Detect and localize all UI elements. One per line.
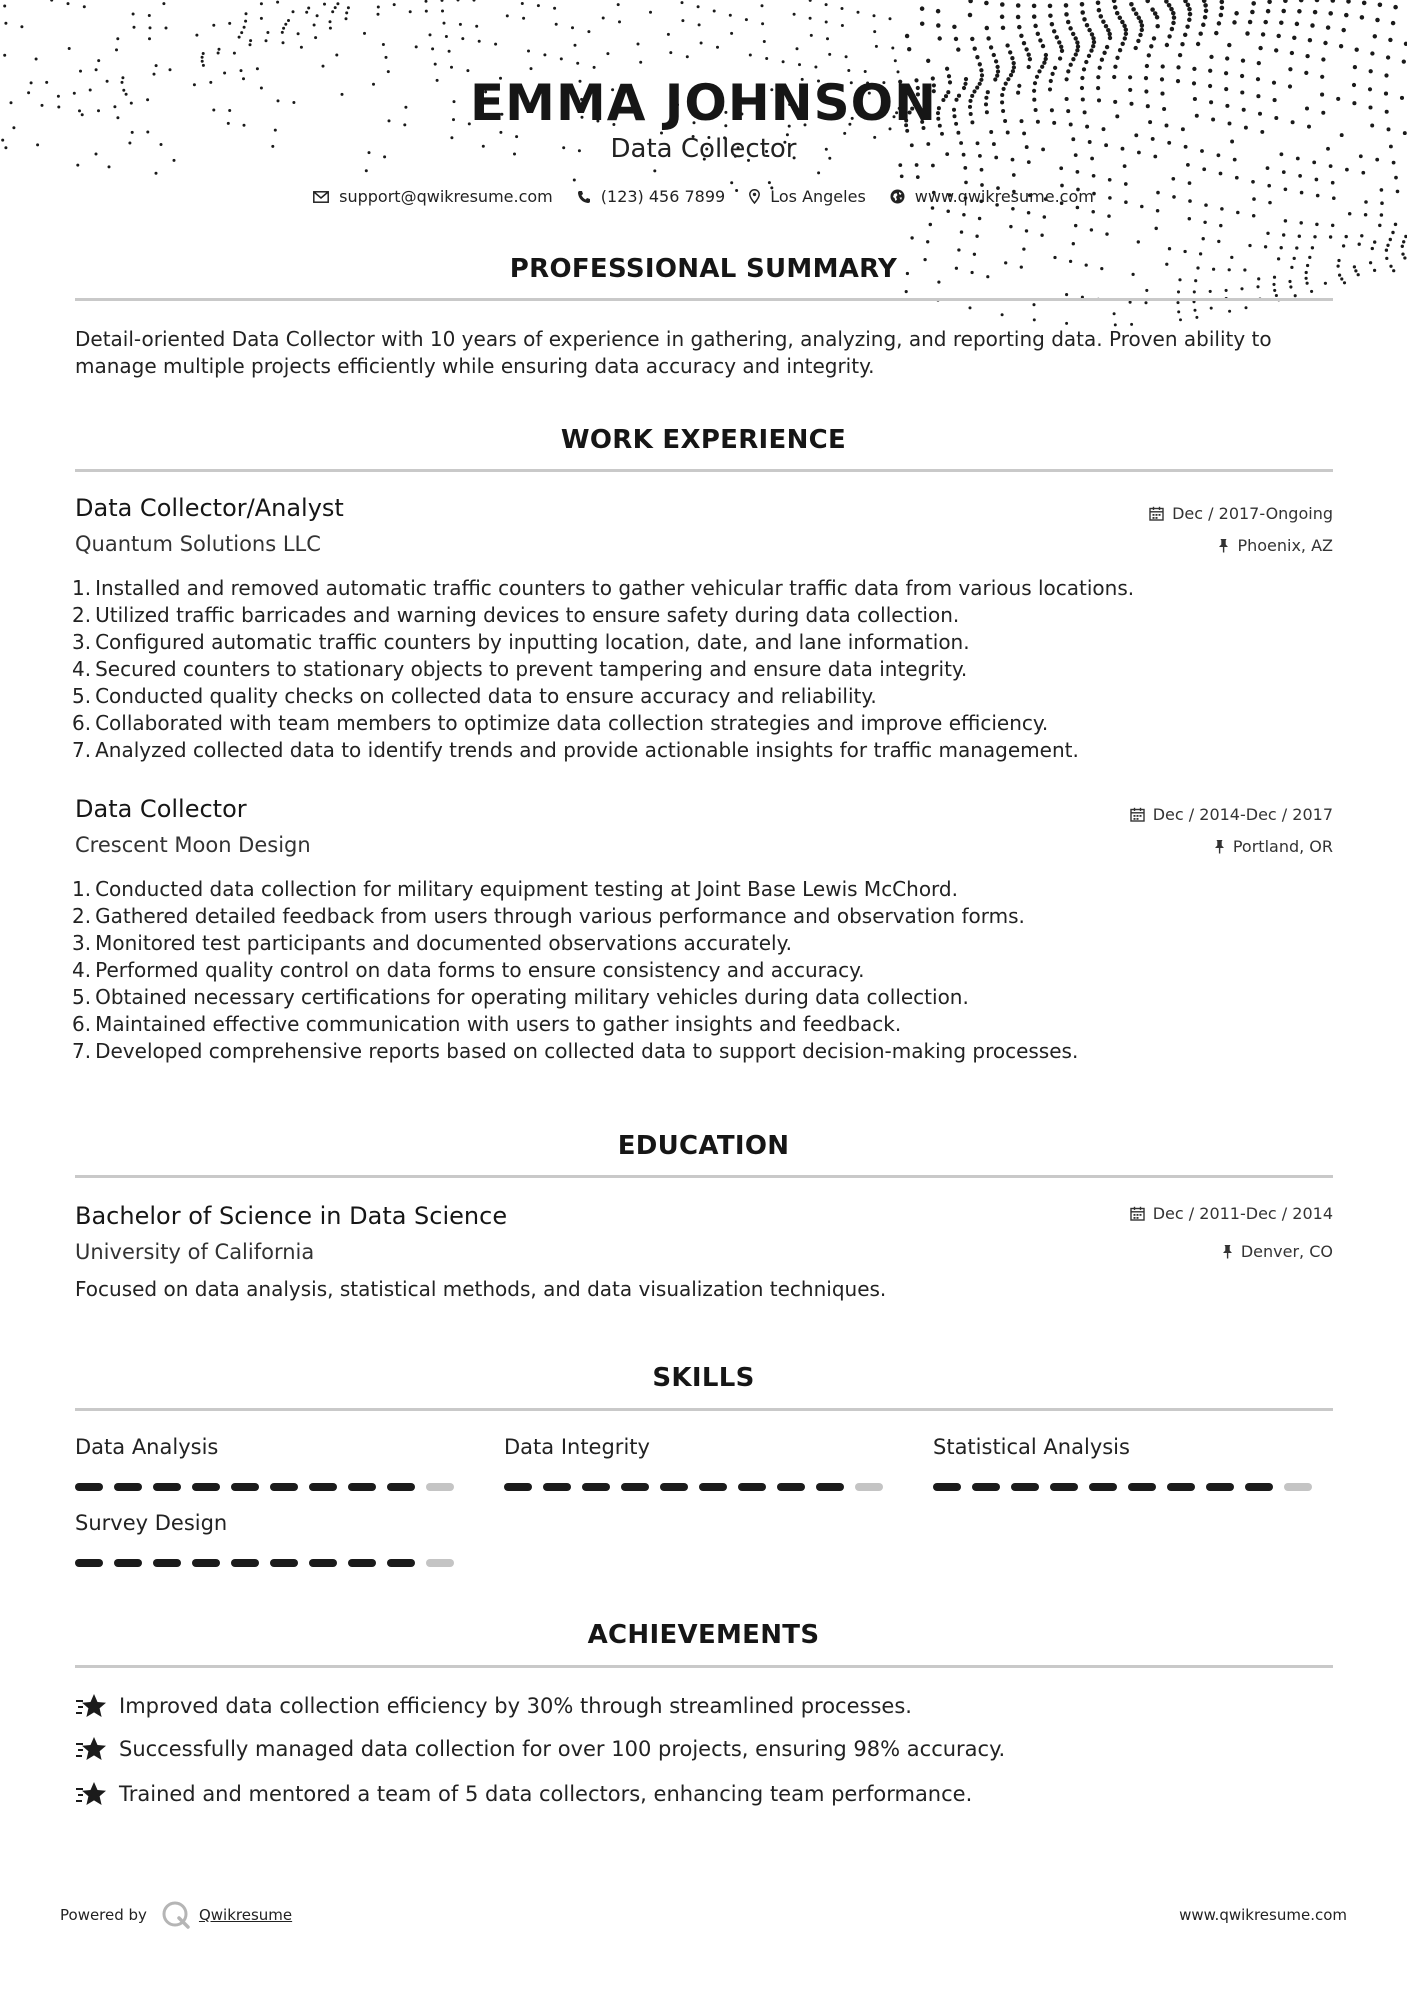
- job-duties-list: [72, 876, 1332, 1065]
- achievement-text: Improved data collection efficiency by 30% through streamlined processes.: [119, 1694, 912, 1718]
- skill-segment-filled: [543, 1483, 571, 1491]
- education-degree: Bachelor of Science in Data Science: [75, 1202, 508, 1230]
- duty-text: Utilized traffic barricades and warning devices to ensure safety during data collection.: [95, 603, 960, 627]
- thumbtack-icon: [1222, 1244, 1233, 1259]
- section-title-education: EDUCATION: [617, 1131, 790, 1161]
- duty-text: Secured counters to stationary objects to prevent tampering and ensure data integrity.: [95, 657, 968, 681]
- skill-segment-filled: [75, 1559, 103, 1567]
- job-dates-text: Dec / 2014-Dec / 2017: [1152, 805, 1333, 824]
- section-title-summary: PROFESSIONAL SUMMARY: [509, 254, 898, 284]
- skill-segment-filled: [1050, 1483, 1078, 1491]
- list-item: 1. Installed and removed automatic traffic counters to gather vehicular traffic data from various locations.: [72, 576, 1135, 600]
- contact-location-text: Los Angeles: [770, 187, 866, 206]
- section-title-skills: SKILLS: [652, 1363, 755, 1393]
- skill-segment-empty: [426, 1559, 454, 1567]
- summary-line: Detail-oriented Data Collector with 10 years of experience in gathering, analyzing, and reporting data. Proven ability to: [75, 327, 1272, 351]
- thumbtack-icon: [1218, 538, 1229, 553]
- skill-segment-filled: [192, 1483, 220, 1491]
- duty-text: Maintained effective communication with users to gather insights and feedback.: [95, 1012, 902, 1036]
- skill-segment-filled: [1167, 1483, 1195, 1491]
- section-title-achievements: ACHIEVEMENTS: [587, 1620, 820, 1650]
- map-pin-icon: [749, 189, 760, 204]
- skill-level-bar: [504, 1483, 894, 1491]
- summary-line: manage multiple projects efficiently while ensuring data accuracy and integrity.: [75, 354, 875, 378]
- achievement-item: [75, 1780, 972, 1808]
- duty-text: Monitored test participants and documented observations accurately.: [95, 931, 792, 955]
- list-item: 2. Gathered detailed feedback from users through various performance and observation forms.: [72, 904, 1025, 928]
- skill-name: Data Integrity: [504, 1435, 650, 1459]
- skill-segment-filled: [309, 1483, 337, 1491]
- skill-segment-filled: [699, 1483, 727, 1491]
- contact-email[interactable]: [313, 187, 553, 206]
- education-school: University of California: [75, 1240, 315, 1264]
- skill-segment-filled: [660, 1483, 688, 1491]
- section-divider: [75, 1175, 1333, 1178]
- contact-email-text: support@qwikresume.com: [339, 187, 553, 206]
- job-title: Data Collector: [75, 795, 247, 823]
- list-item: 2. Utilized traffic barricades and warning devices to ensure safety during data collection.: [72, 603, 960, 627]
- contact-website-text: www.qwikresume.com: [914, 187, 1094, 206]
- section-divider: [75, 298, 1333, 301]
- skill-segment-filled: [153, 1483, 181, 1491]
- achievement-text: Trained and mentored a team of 5 data collectors, enhancing team performance.: [119, 1782, 973, 1806]
- achievement-item: [75, 1692, 912, 1720]
- duty-text: Conducted quality checks on collected data to ensure accuracy and reliability.: [95, 684, 877, 708]
- star-icon: [75, 1780, 107, 1808]
- globe-icon: [890, 189, 905, 204]
- duty-text: Gathered detailed feedback from users through various performance and observation forms.: [95, 904, 1025, 928]
- duty-text: Collaborated with team members to optimize data collection strategies and improve efficiency.: [95, 711, 1049, 735]
- skill-segment-filled: [1128, 1483, 1156, 1491]
- skill-segment-filled: [777, 1483, 805, 1491]
- duty-text: Conducted data collection for military equipment testing at Joint Base Lewis McChord.: [95, 877, 958, 901]
- skill-segment-filled: [309, 1559, 337, 1567]
- list-item: 5. Conducted quality checks on collected data to ensure accuracy and reliability.: [72, 684, 877, 708]
- skill-segment-filled: [387, 1559, 415, 1567]
- skill-segment-filled: [933, 1483, 961, 1491]
- footer-website[interactable]: www.qwikresume.com: [1179, 1906, 1347, 1924]
- contact-location: [749, 187, 866, 206]
- skill-segment-filled: [348, 1559, 376, 1567]
- skill-segment-filled: [621, 1483, 649, 1491]
- skill-segment-filled: [231, 1559, 259, 1567]
- skill-segment-empty: [426, 1483, 454, 1491]
- skill-level-bar: [933, 1483, 1323, 1491]
- skill-segment-filled: [738, 1483, 766, 1491]
- duty-text: Obtained necessary certifications for operating military vehicles during data collection.: [95, 985, 969, 1009]
- achievement-item: [75, 1735, 1005, 1763]
- duty-text: Analyzed collected data to identify trends and provide actionable insights for traffic management.: [95, 738, 1079, 762]
- list-item: 4. Performed quality control on data forms to ensure consistency and accuracy.: [72, 958, 865, 982]
- skill-segment-filled: [1245, 1483, 1273, 1491]
- skill-segment-filled: [153, 1559, 181, 1567]
- phone-icon: [577, 190, 591, 204]
- skill-segment-filled: [348, 1483, 376, 1491]
- skill-segment-filled: [270, 1483, 298, 1491]
- skill-segment-filled: [504, 1483, 532, 1491]
- skill-segment-filled: [231, 1483, 259, 1491]
- skill-segment-empty: [855, 1483, 883, 1491]
- skill-name: Data Analysis: [75, 1435, 219, 1459]
- list-item: 6. Collaborated with team members to optimize data collection strategies and improve efficiency.: [72, 711, 1049, 735]
- duty-text: Performed quality control on data forms to ensure consistency and accuracy.: [95, 958, 865, 982]
- job-location-text: Portland, OR: [1232, 837, 1333, 856]
- job-location-text: Phoenix, AZ: [1237, 536, 1333, 555]
- list-item: 7. Developed comprehensive reports based on collected data to support decision-making processes.: [72, 1039, 1079, 1063]
- envelope-icon: [313, 191, 329, 203]
- duty-text: Installed and removed automatic traffic counters to gather vehicular traffic data from various locations.: [95, 576, 1135, 600]
- skill-segment-filled: [582, 1483, 610, 1491]
- job-dates: [1149, 504, 1333, 523]
- job-dates-text: Dec / 2017-Ongoing: [1172, 504, 1333, 523]
- section-divider: [75, 1665, 1333, 1668]
- skill-segment-filled: [972, 1483, 1000, 1491]
- section-title-experience: WORK EXPERIENCE: [560, 425, 847, 455]
- candidate-name: EMMA JOHNSON: [470, 74, 937, 132]
- footer-powered-by: [60, 1900, 292, 1930]
- star-icon: [75, 1735, 107, 1763]
- skill-segment-filled: [75, 1483, 103, 1491]
- job-company: Quantum Solutions LLC: [75, 532, 321, 556]
- calendar-icon: [1149, 506, 1164, 521]
- duty-text: Developed comprehensive reports based on collected data to support decision-making processes.: [95, 1039, 1079, 1063]
- list-item: 6. Maintained effective communication with users to gather insights and feedback.: [72, 1012, 902, 1036]
- job-title: Data Collector/Analyst: [75, 494, 344, 522]
- contact-phone[interactable]: [577, 187, 725, 206]
- section-divider: [75, 1408, 1333, 1411]
- skill-segment-empty: [1284, 1483, 1312, 1491]
- star-icon: [75, 1692, 107, 1720]
- skill-segment-filled: [114, 1559, 142, 1567]
- skill-segment-filled: [270, 1559, 298, 1567]
- job-location: [1214, 837, 1333, 856]
- list-item: 3. Monitored test participants and documented observations accurately.: [72, 931, 792, 955]
- qwikresume-logo-icon: [161, 1900, 191, 1930]
- job-duties-list: [72, 575, 1332, 764]
- skill-level-bar: [75, 1483, 465, 1491]
- powered-by-label: Powered by: [60, 1906, 147, 1924]
- list-item: 7. Analyzed collected data to identify trends and provide actionable insights for traffic management.: [72, 738, 1079, 762]
- education-location: [1222, 1242, 1333, 1261]
- list-item: 4. Secured counters to stationary objects to prevent tampering and ensure data integrity.: [72, 657, 968, 681]
- job-company: Crescent Moon Design: [75, 833, 311, 857]
- skill-level-bar: [75, 1559, 465, 1567]
- skill-segment-filled: [816, 1483, 844, 1491]
- calendar-icon: [1130, 1206, 1145, 1221]
- calendar-icon: [1130, 807, 1145, 822]
- education-location-text: Denver, CO: [1240, 1242, 1333, 1261]
- list-item: 3. Configured automatic traffic counters by inputting location, date, and lane information.: [72, 630, 970, 654]
- duty-text: Configured automatic traffic counters by inputting location, date, and lane information.: [95, 630, 970, 654]
- skill-segment-filled: [1089, 1483, 1117, 1491]
- job-location: [1218, 536, 1333, 555]
- education-dates: [1130, 1204, 1333, 1223]
- contact-website[interactable]: [890, 187, 1094, 206]
- education-description: Focused on data analysis, statistical methods, and data visualization techniques.: [75, 1277, 887, 1301]
- list-item: 5. Obtained necessary certifications for operating military vehicles during data collection.: [72, 985, 969, 1009]
- summary-paragraph: [75, 326, 1335, 380]
- contact-phone-text: (123) 456 7899: [600, 187, 726, 206]
- achievement-text: Successfully managed data collection for over 100 projects, ensuring 98% accuracy.: [119, 1737, 1006, 1761]
- job-dates: [1130, 805, 1333, 824]
- candidate-role: Data Collector: [610, 134, 797, 164]
- qwikresume-link[interactable]: Qwikresume: [198, 1906, 293, 1924]
- skill-name: Survey Design: [75, 1511, 228, 1535]
- skill-segment-filled: [192, 1559, 220, 1567]
- thumbtack-icon: [1214, 839, 1225, 854]
- skill-segment-filled: [1011, 1483, 1039, 1491]
- skill-segment-filled: [387, 1483, 415, 1491]
- skill-segment-filled: [114, 1483, 142, 1491]
- education-dates-text: Dec / 2011-Dec / 2014: [1152, 1204, 1333, 1223]
- skill-name: Statistical Analysis: [933, 1435, 1130, 1459]
- skill-segment-filled: [1206, 1483, 1234, 1491]
- contact-bar: [0, 187, 1407, 206]
- section-divider: [75, 469, 1333, 472]
- list-item: 1. Conducted data collection for military equipment testing at Joint Base Lewis McChord.: [72, 877, 958, 901]
